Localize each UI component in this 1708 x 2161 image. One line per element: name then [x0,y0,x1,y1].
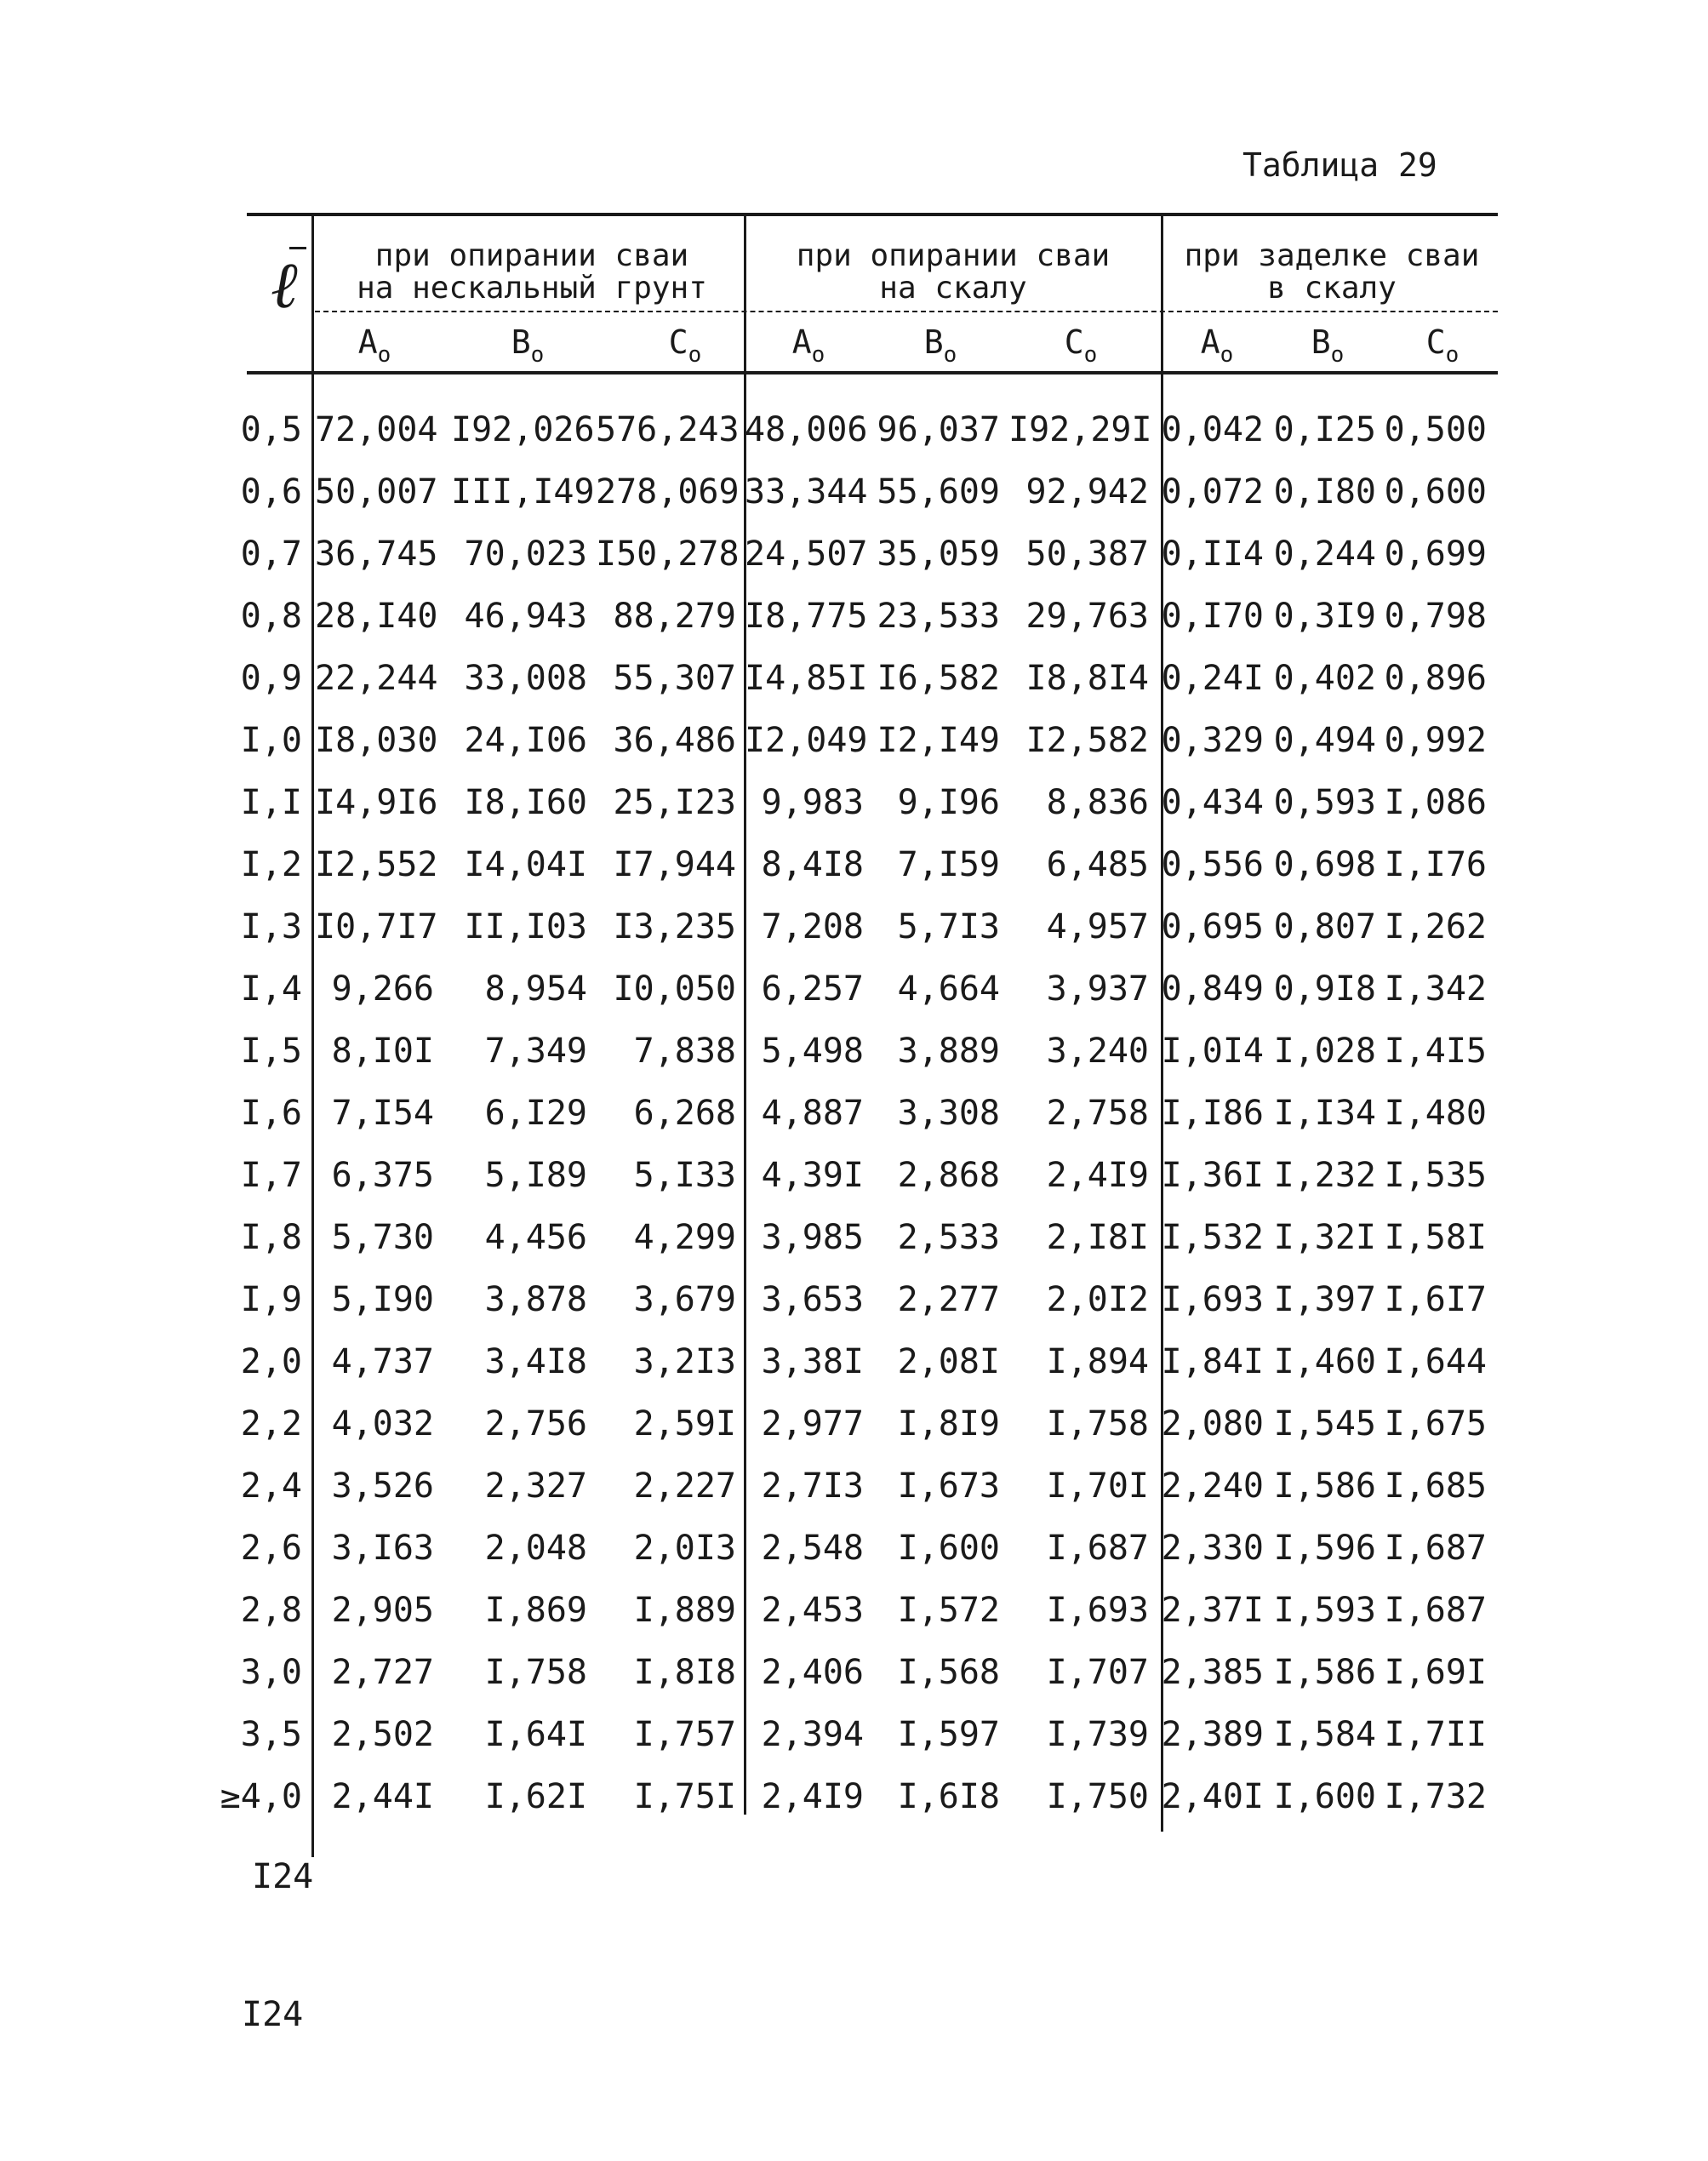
table-cell: 0,I70 [1161,597,1264,636]
table-cell: 5,498 [761,1032,864,1071]
table-cell: 24,I06 [464,721,587,760]
table-cell: 0,593 [1273,783,1376,822]
table-cell: 6,268 [633,1094,736,1133]
table-cell: 5,730 [331,1218,434,1257]
row-length-value: I,4 [240,969,302,1009]
table-cell: I,64I [484,1715,587,1754]
table-cell: 2,080 [1161,1404,1264,1444]
table-cell: 2,0I3 [633,1529,736,1568]
row-length-value: 2,0 [240,1342,302,1381]
row-length-value: 3,5 [240,1715,302,1754]
table-row [0,1466,1708,1528]
table-cell: I92,026 [451,410,595,449]
row-length-value: I,8 [240,1218,302,1257]
table-row [0,1342,1708,1404]
table-cell: I,I34 [1273,1094,1376,1133]
page-number-upper: I24 [252,1857,314,1896]
table-cell: 6,485 [1046,845,1149,884]
table-cell: 4,664 [897,969,1000,1009]
table-cell: 9,266 [331,969,434,1009]
table-cell: III,I49 [451,472,595,512]
table-cell: 55,307 [613,659,736,698]
table-row [0,597,1708,658]
table-cell: 5,I33 [633,1156,736,1195]
table-cell: 35,059 [877,535,1000,574]
table-cell: 3,4I8 [484,1342,587,1381]
table-cell: I,8I8 [633,1653,736,1692]
table-row [0,1777,1708,1838]
row-length-value: I,3 [240,907,302,946]
table-cell: 48,006 [745,410,868,449]
row-length-value: 2,6 [240,1529,302,1568]
table-cell: 0,556 [1161,845,1264,884]
group-header-rock-embed [1166,240,1498,305]
table-cell: I,750 [1046,1777,1149,1816]
table-cell: 6,375 [331,1156,434,1195]
table-cell: I,545 [1273,1404,1376,1444]
table-cell: I8,8I4 [1025,659,1149,698]
table-cell: 278,069 [596,472,740,512]
table-cell: 7,I59 [897,845,1000,884]
table-cell: 23,533 [877,597,1000,636]
table-cell: 36,745 [315,535,438,574]
table-cell: 8,954 [484,969,587,1009]
table-cell: 2,502 [331,1715,434,1754]
table-cell: 3,240 [1046,1032,1149,1071]
table-cell: 2,548 [761,1529,864,1568]
table-cell: 25,I23 [613,783,736,822]
table-cell: 0,849 [1161,969,1264,1009]
row-header-symbol: ℓ [271,247,298,323]
table-cell: I0,050 [613,969,736,1009]
table-cell: I,584 [1273,1715,1376,1754]
table-cell: 33,344 [745,472,868,512]
table-cell: 3,985 [761,1218,864,1257]
table-cell: 29,763 [1025,597,1149,636]
table-cell: 2,44I [331,1777,434,1816]
table-cell: I,0I4 [1161,1032,1264,1071]
table-cell: 2,227 [633,1466,736,1506]
table-cell: 2,977 [761,1404,864,1444]
table-cell: 576,243 [596,410,740,449]
table-cell: 0,600 [1384,472,1487,512]
table-cell: 22,244 [315,659,438,698]
col-header-b0: $B_o$ [511,323,545,368]
table-cell: 0,434 [1161,783,1264,822]
table-cell: 2,59I [633,1404,736,1444]
table-cell: 2,08I [897,1342,1000,1381]
table-cell: 2,727 [331,1653,434,1692]
table-cell: 0,244 [1273,535,1376,574]
table-cell: 2,7I3 [761,1466,864,1506]
table-cell: I,4I5 [1384,1032,1487,1071]
table-cell: 3,2I3 [633,1342,736,1381]
table-row [0,1715,1708,1776]
table-row [0,659,1708,720]
table-row [0,410,1708,472]
table-cell: 5,7I3 [897,907,1000,946]
table-cell: I,397 [1273,1280,1376,1319]
table-cell: 4,299 [633,1218,736,1257]
table-cell: I,69I [1384,1653,1487,1692]
table-cell: I4,04I [464,845,587,884]
table-cell: 4,032 [331,1404,434,1444]
header-bottom-rule [247,371,1498,374]
table-cell: I,532 [1161,1218,1264,1257]
table-cell: 4,39I [761,1156,864,1195]
table-row [0,783,1708,844]
table-cell: 0,500 [1384,410,1487,449]
row-length-value: I,9 [240,1280,302,1319]
table-cell: I,6I8 [897,1777,1000,1816]
table-cell: I,36I [1161,1156,1264,1195]
table-cell: I4,9I6 [315,783,438,822]
table-cell: 0,695 [1161,907,1264,946]
table-top-rule [247,213,1498,216]
table-row [0,1032,1708,1093]
table-cell: I,758 [1046,1404,1149,1444]
row-length-value: 3,0 [240,1653,302,1692]
table-cell: I,8I9 [897,1404,1000,1444]
table-cell: I,673 [897,1466,1000,1506]
group-header-line2: на нескальный грунт [357,271,707,306]
table-cell: 2,394 [761,1715,864,1754]
group-header-line2: в скалу [1267,271,1397,306]
table-cell: 4,887 [761,1094,864,1133]
group-header-line1: при опирании сваи [374,238,689,273]
row-length-value: 2,2 [240,1404,302,1444]
table-cell: I,687 [1046,1529,1149,1568]
table-cell: 4,957 [1046,907,1149,946]
table-cell: 3,308 [897,1094,1000,1133]
table-cell: 0,II4 [1161,535,1264,574]
table-cell: 7,349 [484,1032,587,1071]
table-caption: Таблица 29 [1242,146,1437,184]
table-cell: I8,030 [315,721,438,760]
table-cell: 2,406 [761,1653,864,1692]
table-cell: I,687 [1384,1529,1487,1568]
table-cell: 0,24I [1161,659,1264,698]
table-cell: 2,905 [331,1591,434,1630]
table-cell: I,693 [1161,1280,1264,1319]
col-header-a0: $A_o$ [1200,323,1234,368]
table-cell: I,732 [1384,1777,1487,1816]
row-length-value: I,I [240,783,302,822]
table-cell: 2,756 [484,1404,587,1444]
table-cell: I,693 [1046,1591,1149,1630]
table-cell: I,58I [1384,1218,1487,1257]
table-cell: I,869 [484,1591,587,1630]
col-header-c0: $C_o$ [1425,323,1460,368]
table-cell: 96,037 [877,410,1000,449]
table-cell: 0,I25 [1273,410,1376,449]
table-cell: 2,389 [1161,1715,1264,1754]
table-cell: I6,582 [877,659,1000,698]
table-cell: I,262 [1384,907,1487,946]
table-cell: 3,526 [331,1466,434,1506]
table-cell: I,70I [1046,1466,1149,1506]
row-length-value: 2,8 [240,1591,302,1630]
table-row [0,845,1708,906]
table-cell: I,480 [1384,1094,1487,1133]
table-cell: I7,944 [613,845,736,884]
table-cell: 3,937 [1046,969,1149,1009]
table-cell: 2,277 [897,1280,1000,1319]
table-cell: 2,37I [1161,1591,1264,1630]
table-cell: 24,507 [745,535,868,574]
table-cell: 0,9I8 [1273,969,1376,1009]
table-cell: 9,983 [761,783,864,822]
table-cell: 2,330 [1161,1529,1264,1568]
table-cell: 2,4I9 [761,1777,864,1816]
table-cell: 4,737 [331,1342,434,1381]
group-header-rock-support [749,240,1157,305]
table-cell: I,596 [1273,1529,1376,1568]
table-cell: I,086 [1384,783,1487,822]
table-cell: 2,453 [761,1591,864,1630]
table-cell: 4,456 [484,1218,587,1257]
table-cell: 3,889 [897,1032,1000,1071]
table-cell: 3,653 [761,1280,864,1319]
table-cell: I,757 [633,1715,736,1754]
table-cell: 0,I80 [1273,472,1376,512]
table-cell: 6,I29 [484,1094,587,1133]
table-cell: 2,I8I [1046,1218,1149,1257]
table-row [0,1529,1708,1590]
col-header-a0: $A_o$ [357,323,391,368]
row-length-value: ≥4,0 [220,1777,302,1816]
table-cell: I8,I60 [464,783,587,822]
table-row [0,472,1708,534]
table-row [0,1591,1708,1652]
table-cell: I,I86 [1161,1094,1264,1133]
group-header-line1: при опирании сваи [796,238,1111,273]
table-cell: 0,798 [1384,597,1487,636]
row-length-value: 0,9 [240,659,302,698]
group-header-rule [315,311,1498,312]
row-length-value: 0,8 [240,597,302,636]
table-cell: I2,I49 [877,721,1000,760]
table-cell: I,707 [1046,1653,1149,1692]
table-cell: 33,008 [464,659,587,698]
table-cell: 3,679 [633,1280,736,1319]
table-cell: I,586 [1273,1653,1376,1692]
row-length-value: I,6 [240,1094,302,1133]
row-length-value: I,5 [240,1032,302,1071]
table-cell: I2,049 [745,721,868,760]
table-cell: I3,235 [613,907,736,946]
table-cell: I4,85I [745,659,868,698]
table-cell: 3,878 [484,1280,587,1319]
table-cell: 3,38I [761,1342,864,1381]
table-cell: I,685 [1384,1466,1487,1506]
table-cell: 0,072 [1161,472,1264,512]
table-cell: 0,807 [1273,907,1376,946]
table-row [0,1653,1708,1714]
col-header-a0: $A_o$ [791,323,825,368]
table-cell: 9,I96 [897,783,1000,822]
table-cell: I92,29I [1008,410,1152,449]
table-row [0,1156,1708,1217]
row-length-value: 2,4 [240,1466,302,1506]
group-header-soil [323,240,740,305]
col-header-b0: $B_o$ [923,323,957,368]
table-cell: 2,758 [1046,1094,1149,1133]
table-cell: 0,042 [1161,410,1264,449]
table-cell: 7,838 [633,1032,736,1071]
table-cell: 7,208 [761,907,864,946]
table-cell: I,568 [897,1653,1000,1692]
page-number-lower: I24 [242,1995,304,2034]
table-row [0,721,1708,782]
table-cell: I,342 [1384,969,1487,1009]
table-row [0,1280,1708,1341]
col-header-b0: $B_o$ [1311,323,1345,368]
table-row [0,907,1708,969]
table-cell: I,687 [1384,1591,1487,1630]
row-length-value: 0,7 [240,535,302,574]
table-cell: 0,992 [1384,721,1487,760]
table-cell: 8,836 [1046,783,1149,822]
table-cell: 7,I54 [331,1094,434,1133]
table-cell: 8,I0I [331,1032,434,1071]
table-cell: 50,007 [315,472,438,512]
table-cell: 88,279 [613,597,736,636]
table-cell: I,586 [1273,1466,1376,1506]
table-cell: I,75I [633,1777,736,1816]
table-cell: I,894 [1046,1342,1149,1381]
table-cell: 2,533 [897,1218,1000,1257]
col-header-c0: $C_o$ [1064,323,1098,368]
table-cell: 2,327 [484,1466,587,1506]
table-cell: 2,240 [1161,1466,1264,1506]
table-row [0,535,1708,596]
table-cell: I,889 [633,1591,736,1630]
table-cell: I,6I7 [1384,1280,1487,1319]
table-cell: I,644 [1384,1342,1487,1381]
table-cell: I,600 [1273,1777,1376,1816]
table-cell: 8,4I8 [761,845,864,884]
table-cell: 2,048 [484,1529,587,1568]
table-cell: I,7II [1384,1715,1487,1754]
table-row [0,1094,1708,1155]
table-cell: 2,40I [1161,1777,1264,1816]
table-cell: 0,3I9 [1273,597,1376,636]
table-cell: I2,582 [1025,721,1149,760]
table-cell: 2,4I9 [1046,1156,1149,1195]
row-length-value: I,0 [240,721,302,760]
table-cell: I8,775 [745,597,868,636]
table-cell: 5,I89 [484,1156,587,1195]
table-cell: 72,004 [315,410,438,449]
table-cell: I,535 [1384,1156,1487,1195]
group-header-line1: при заделке сваи [1184,238,1480,273]
table-cell: 0,698 [1273,845,1376,884]
table-row [0,1218,1708,1279]
row-length-value: I,7 [240,1156,302,1195]
table-cell: I2,552 [315,845,438,884]
table-cell: II,I03 [464,907,587,946]
table-cell: 0,896 [1384,659,1487,698]
table-cell: I,84I [1161,1342,1264,1381]
table-cell: 36,486 [613,721,736,760]
table-cell: 46,943 [464,597,587,636]
table-cell: 6,257 [761,969,864,1009]
table-cell: 28,I40 [315,597,438,636]
table-cell: I,675 [1384,1404,1487,1444]
table-cell: I,758 [484,1653,587,1692]
table-cell: I,600 [897,1529,1000,1568]
table-cell: I,32I [1273,1218,1376,1257]
table-cell: I,597 [897,1715,1000,1754]
row-length-value: I,2 [240,845,302,884]
table-cell: 2,385 [1161,1653,1264,1692]
table-cell: I,460 [1273,1342,1376,1381]
table-cell: I,593 [1273,1591,1376,1630]
table-cell: I,232 [1273,1156,1376,1195]
table-cell: 92,942 [1025,472,1149,512]
row-length-value: 0,5 [240,410,302,449]
table-cell: 0,329 [1161,721,1264,760]
table-cell: I50,278 [596,535,740,574]
table-cell: 55,609 [877,472,1000,512]
table-cell: 0,699 [1384,535,1487,574]
table-cell: 0,402 [1273,659,1376,698]
table-cell: 50,387 [1025,535,1149,574]
table-row [0,969,1708,1031]
group-header-line2: на скалу [879,271,1027,306]
row-length-value: 0,6 [240,472,302,512]
table-cell: I,028 [1273,1032,1376,1071]
table-cell: I0,7I7 [315,907,438,946]
table-cell: 5,I90 [331,1280,434,1319]
table-row [0,1404,1708,1466]
table-cell: 70,023 [464,535,587,574]
col-header-c0: $C_o$ [668,323,702,368]
table-cell: I,739 [1046,1715,1149,1754]
table-cell: 0,494 [1273,721,1376,760]
table-cell: 3,I63 [331,1529,434,1568]
table-cell: 2,0I2 [1046,1280,1149,1319]
table-cell: I,62I [484,1777,587,1816]
table-cell: I,572 [897,1591,1000,1630]
table-cell: I,I76 [1384,845,1487,884]
table-cell: 2,868 [897,1156,1000,1195]
